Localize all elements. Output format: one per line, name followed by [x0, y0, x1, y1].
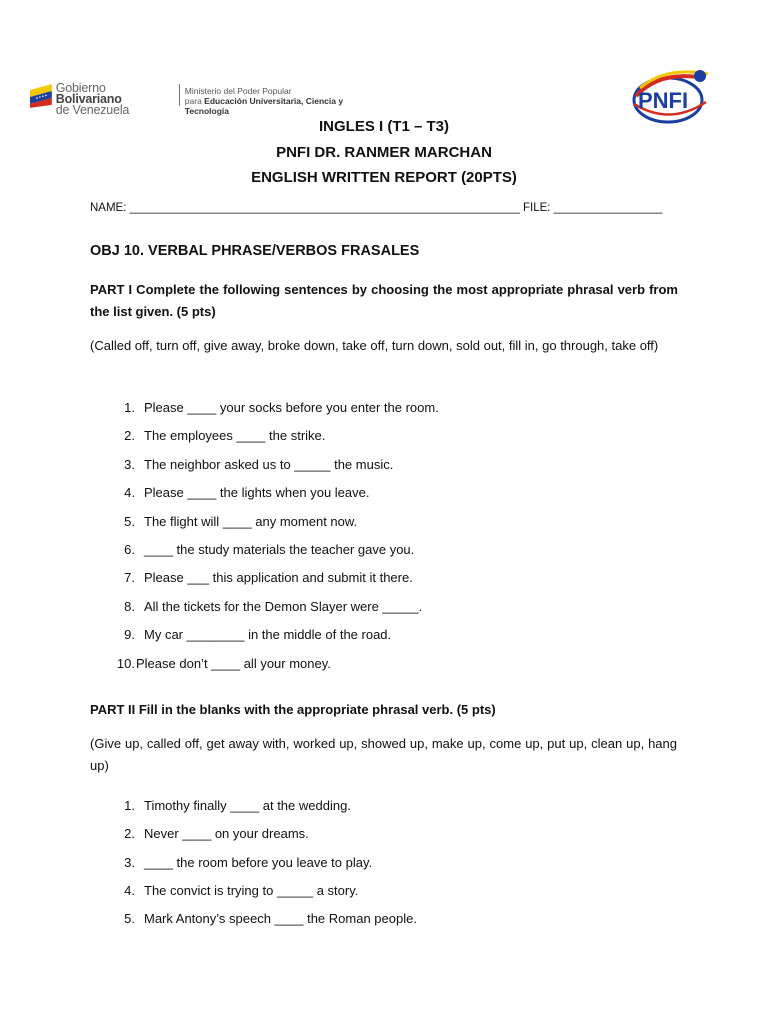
item-number: 6.: [124, 541, 135, 557]
ministry-bold: Educación Universitaria, Ciencia y Tecnología: [184, 96, 344, 116]
item-number: 9.: [124, 627, 135, 643]
list-item: [90, 540, 678, 568]
item-number: 5.: [124, 513, 135, 529]
item-number: 3.: [124, 854, 135, 870]
name-label: NAME:: [90, 202, 127, 214]
part2-instruction: PART II Fill in the blanks with the appropriate phrasal verb. (5 pts): [90, 702, 496, 717]
item-number: 5.: [124, 911, 135, 927]
file-label: FILE:: [522, 202, 551, 214]
part2-word-list: (Give up, called off, get away with, worked up, showed up, make up, come up, put up, clean up, hang up): [90, 736, 677, 773]
file-blank[interactable]: _________________: [553, 202, 663, 214]
list-item: [90, 455, 678, 483]
item-number: 8.: [124, 598, 135, 614]
list-item: [90, 824, 678, 852]
item-number: 3.: [124, 456, 135, 472]
item-number: 4.: [124, 485, 135, 501]
list-item: [90, 796, 678, 824]
gov-line1-prefix: Gobierno: [55, 81, 106, 95]
institution-title: PNFI DR. RANMER MARCHAN: [276, 143, 492, 161]
ministry-line1: Ministerio del Poder Popular: [184, 86, 292, 96]
item-number: 1.: [124, 798, 135, 813]
logo-divider: [179, 84, 180, 106]
objective-heading: OBJ 10. VERBAL PHRASE/VERBOS FRASALES: [90, 243, 420, 259]
pnfi-logo-text: PNFI: [638, 88, 689, 113]
ministry-name: [185, 86, 388, 116]
course-title: INGLES I (T1 – T3): [318, 118, 450, 135]
item-text: ____ the room before you leave to play.: [144, 854, 373, 870]
list-item: [90, 568, 678, 596]
item-text: The neighbor asked us to _____ the music.: [144, 456, 394, 472]
item-text: Please ____ the lights when you leave.: [144, 485, 370, 501]
item-number: 1.: [124, 400, 135, 415]
list-item: [90, 512, 678, 540]
item-text: Mark Antony’s speech ____ the Roman people.: [144, 911, 417, 927]
ministry-prefix: para: [184, 96, 202, 106]
list-item: [90, 483, 678, 511]
report-title: ENGLISH WRITTEN REPORT (20PTS): [251, 169, 517, 186]
item-number: 2.: [124, 826, 135, 842]
list-item: [90, 654, 678, 682]
item-text: Never ____ on your dreams.: [144, 826, 309, 842]
item-text: The employees ____ the strike.: [144, 428, 326, 444]
item-text: Please don’t ____ all your money.: [136, 655, 331, 671]
gobierno-bolivariano-logo: [28, 81, 388, 117]
title-block: [0, 114, 768, 191]
item-text: The convict is trying to _____ a story.: [144, 882, 359, 898]
item-text: Please ____ your socks before you enter the room.: [144, 400, 439, 415]
item-text: Timothy finally ____ at the wedding.: [144, 798, 351, 813]
list-item: [90, 597, 678, 625]
item-text: All the tickets for the Demon Slayer were _____.: [144, 598, 423, 614]
list-item: [90, 909, 678, 937]
part2-questions: [90, 796, 678, 937]
list-item: [90, 853, 678, 881]
part1-questions: [90, 398, 678, 682]
name-blank[interactable]: _____________________________________________________________: [129, 202, 520, 214]
gov-name: [56, 83, 174, 116]
list-item: [90, 426, 678, 454]
item-number: 2.: [124, 428, 135, 444]
item-text: My car ________ in the middle of the road.: [144, 627, 392, 643]
item-number: 4.: [124, 882, 135, 898]
item-number: 7.: [124, 570, 135, 586]
venezuela-flag-icon: [28, 82, 54, 108]
item-text: ____ the study materials the teacher gave you.: [144, 541, 415, 557]
list-item: [90, 625, 678, 653]
list-item: [90, 398, 678, 426]
item-text: The flight will ____ any moment now.: [144, 513, 358, 529]
name-file-line: [90, 202, 662, 214]
gov-line2: de Venezuela: [55, 103, 130, 117]
gov-line1-bold: Bolivariano: [55, 92, 122, 106]
part1-instruction: PART I Complete the following sentences by choosing the most appropriate phrasal verb from the list given. (5 pts): [90, 282, 678, 319]
part1-word-list: (Called off, turn off, give away, broke down, take off, turn down, sold out, fill in, go through, take off): [90, 338, 659, 353]
item-number: 10.: [116, 655, 135, 671]
list-item: [90, 881, 678, 909]
item-text: Please ___ this application and submit it there.: [144, 570, 413, 586]
